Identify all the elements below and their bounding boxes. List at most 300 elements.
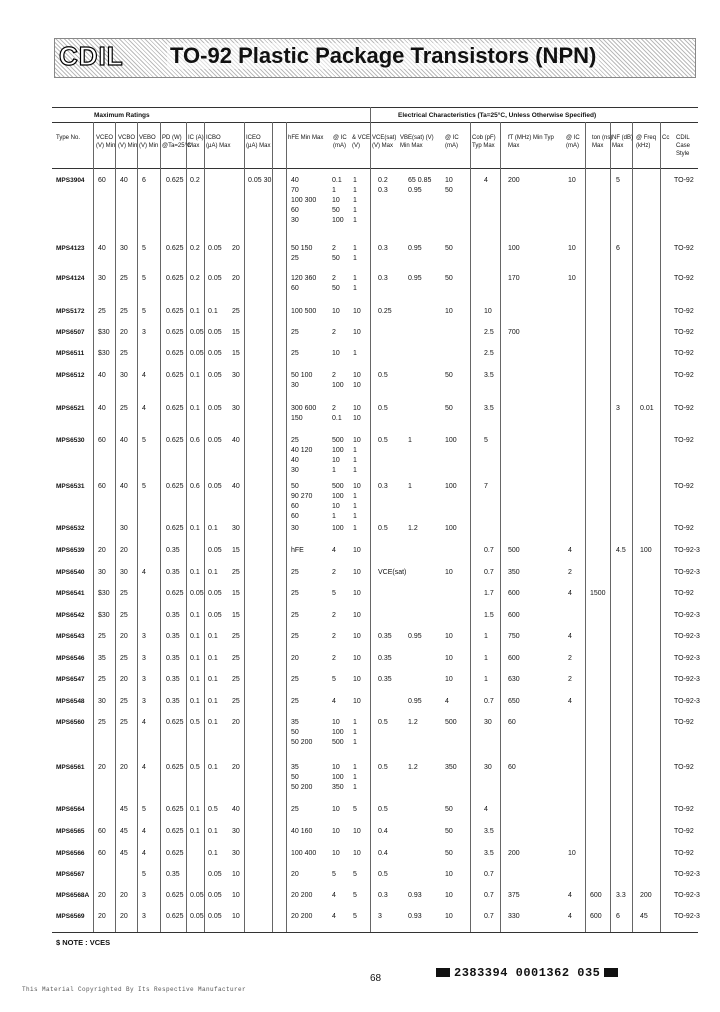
cell-vceo: $30 bbox=[98, 590, 110, 597]
cell-hvce: 1 bbox=[353, 285, 357, 292]
cell-pd: 0.625 bbox=[166, 806, 184, 813]
cell-hic: 500 bbox=[332, 739, 344, 746]
cell-case: TO-92 bbox=[674, 275, 694, 282]
cell-sic: 350 bbox=[445, 764, 457, 771]
row-type: MPS6565 bbox=[56, 828, 85, 835]
cell-hvce: 10 bbox=[353, 612, 361, 619]
cell-hfe: 25 bbox=[291, 698, 299, 705]
cell-hfe: 50 bbox=[291, 729, 299, 736]
cell-vcbo: 40 bbox=[120, 437, 128, 444]
cell-ic: 0.1 bbox=[190, 698, 200, 705]
header-sat_ic: @ IC (mA) bbox=[445, 135, 459, 149]
cell-hvce: 1 bbox=[353, 245, 357, 252]
cell-vcesat: 0.5 bbox=[378, 764, 388, 771]
cell-ic: 0.1 bbox=[190, 405, 200, 412]
cell-sic: 10 bbox=[445, 892, 453, 899]
cell-freq: 100 bbox=[640, 547, 652, 554]
cell-vebo: 3 bbox=[142, 329, 146, 336]
cell-vebo: 5 bbox=[142, 483, 146, 490]
cell-vcesat: 0.5 bbox=[378, 437, 388, 444]
title-banner bbox=[54, 38, 696, 78]
cell-hvce: 1 bbox=[353, 350, 357, 357]
cell-hvce: 10 bbox=[353, 437, 361, 444]
cell-icbo: 0.1 bbox=[208, 569, 218, 576]
cell-vebo: 3 bbox=[142, 913, 146, 920]
cell-vceo: 60 bbox=[98, 850, 106, 857]
cell-icbo: 0.1 bbox=[208, 850, 218, 857]
header-pd: PD (W) @Ta=25°C bbox=[162, 135, 192, 149]
cell-vcb: 25 bbox=[232, 308, 240, 315]
cell-case: TO-92 bbox=[674, 437, 694, 444]
cell-vceo: 40 bbox=[98, 372, 106, 379]
cell-vceo: 30 bbox=[98, 569, 106, 576]
cell-hic: 50 bbox=[332, 207, 340, 214]
cell-vcbo: 20 bbox=[120, 633, 128, 640]
cell-hic: 50 bbox=[332, 255, 340, 262]
cell-hfe: 30 bbox=[291, 525, 299, 532]
note: $ NOTE : VCES bbox=[56, 938, 111, 947]
row-type: MPS6569 bbox=[56, 913, 85, 920]
row-type: MPS6560 bbox=[56, 719, 85, 726]
cell-ft: 630 bbox=[508, 676, 520, 683]
cell-hvce: 10 bbox=[353, 405, 361, 412]
cell-hfe: 70 bbox=[291, 187, 299, 194]
cell-vebo: 3 bbox=[142, 633, 146, 640]
cell-ft: 60 bbox=[508, 764, 516, 771]
cell-cob: 0.7 bbox=[484, 698, 494, 705]
cell-hic: 10 bbox=[332, 850, 340, 857]
cell-ic: 0.6 bbox=[190, 437, 200, 444]
barcode-mark bbox=[436, 968, 450, 977]
cell-hfe: 25 bbox=[291, 590, 299, 597]
header-ft_ic: @ IC (mA) bbox=[566, 135, 580, 149]
cell-hfe: 60 bbox=[291, 285, 299, 292]
cell-ftic: 4 bbox=[568, 590, 572, 597]
cell-vbesat: 1.2 bbox=[408, 764, 418, 771]
cell-icbo: 0.1 bbox=[208, 308, 218, 315]
cell-icbo: 0.05 bbox=[208, 871, 222, 878]
cell-hic: 0.1 bbox=[332, 177, 342, 184]
cell-pd: 0.625 bbox=[166, 892, 184, 899]
cell-ftic: 10 bbox=[568, 245, 576, 252]
cell-vcb: 25 bbox=[232, 698, 240, 705]
cell-hvce: 10 bbox=[353, 329, 361, 336]
cell-pd: 0.35 bbox=[166, 698, 180, 705]
cell-hic: 1 bbox=[332, 513, 336, 520]
cell-ic: 0.2 bbox=[190, 275, 200, 282]
cell-hfe: 100 300 bbox=[291, 197, 317, 204]
cell-pd: 0.35 bbox=[166, 612, 180, 619]
cell-vceo: $30 bbox=[98, 329, 110, 336]
cell-vceo: 30 bbox=[98, 698, 106, 705]
cell-hfe: 20 200 bbox=[291, 892, 313, 899]
row-type: MPS6566 bbox=[56, 850, 85, 857]
cell-hvce: 10 bbox=[353, 590, 361, 597]
cell-hvce: 10 bbox=[353, 569, 361, 576]
cell-ft: 100 bbox=[508, 245, 520, 252]
cell-vcbo: 30 bbox=[120, 569, 128, 576]
subheader-rule bbox=[52, 122, 698, 123]
cell-vcbo: 45 bbox=[120, 850, 128, 857]
cell-hic: 350 bbox=[332, 784, 344, 791]
cell-hfe: 300 600 bbox=[291, 405, 317, 412]
column-divider bbox=[186, 122, 187, 932]
cell-hfe: 20 bbox=[291, 655, 299, 662]
cell-pd: 0.35 bbox=[166, 547, 180, 554]
cell-vebo: 5 bbox=[142, 437, 146, 444]
cell-vbesat: 65 0.85 bbox=[408, 177, 432, 184]
cell-hvce: 5 bbox=[353, 913, 357, 920]
cell-hfe: 60 bbox=[291, 503, 299, 510]
cell-ic: 0.5 bbox=[190, 764, 200, 771]
cell-vceo: $30 bbox=[98, 350, 110, 357]
header-case: CDIL Case Style bbox=[676, 135, 691, 157]
row-type: MPS6568A bbox=[56, 892, 90, 899]
cell-vbesat: 1 bbox=[408, 483, 412, 490]
section-divider bbox=[370, 107, 371, 122]
cell-vebo: 5 bbox=[142, 871, 146, 878]
cell-ft: 750 bbox=[508, 633, 520, 640]
cell-vceo: 60 bbox=[98, 828, 106, 835]
cell-hic: 2 bbox=[332, 372, 336, 379]
cell-hvce: 10 bbox=[353, 308, 361, 315]
cell-hvce: 10 bbox=[353, 415, 361, 422]
cell-cob: 3.5 bbox=[484, 850, 494, 857]
cell-hic: 4 bbox=[332, 698, 336, 705]
header-ft: fT (MHz) Min Typ Max bbox=[508, 135, 554, 149]
cell-vcbo: 30 bbox=[120, 372, 128, 379]
cell-hfe: 40 160 bbox=[291, 828, 313, 835]
cell-icbo: 0.5 bbox=[208, 806, 218, 813]
cell-cob: 0.7 bbox=[484, 547, 494, 554]
cell-ton: 600 bbox=[590, 892, 602, 899]
cell-hfe: 20 200 bbox=[291, 913, 313, 920]
cell-hic: 500 bbox=[332, 437, 344, 444]
cell-vbesat: 1.2 bbox=[408, 525, 418, 532]
cell-vcb: 25 bbox=[232, 676, 240, 683]
catalog-code bbox=[432, 966, 622, 980]
cell-hic: 10 bbox=[332, 764, 340, 771]
cell-nf: 6 bbox=[616, 913, 620, 920]
cell-icbo: 0.05 bbox=[208, 329, 222, 336]
cell-case: TO-92 bbox=[674, 350, 694, 357]
cell-vcb: 25 bbox=[232, 655, 240, 662]
cell-sic: 50 bbox=[445, 372, 453, 379]
cell-ft: 600 bbox=[508, 590, 520, 597]
cell-vcb: 30 bbox=[232, 405, 240, 412]
cell-vbesat: 0.95 bbox=[408, 275, 422, 282]
cell-cob: 1 bbox=[484, 655, 488, 662]
cell-ftic: 2 bbox=[568, 569, 572, 576]
cell-ft: 500 bbox=[508, 547, 520, 554]
cell-hic: 4 bbox=[332, 892, 336, 899]
copyright-footer: This Material Copyrighted By Its Respective Manufacturer bbox=[22, 986, 247, 993]
cell-vcbo: 20 bbox=[120, 676, 128, 683]
cell-hvce: 1 bbox=[353, 207, 357, 214]
cell-hic: 2 bbox=[332, 612, 336, 619]
cell-case: TO-92 bbox=[674, 405, 694, 412]
cell-vceo: 60 bbox=[98, 437, 106, 444]
cell-ic: 0.1 bbox=[190, 828, 200, 835]
row-type: MPS6567 bbox=[56, 871, 85, 878]
cell-vcbo: 30 bbox=[120, 245, 128, 252]
cell-hfe: 50 200 bbox=[291, 784, 313, 791]
cell-vcb: 15 bbox=[232, 612, 240, 619]
column-divider bbox=[244, 122, 245, 932]
cell-pd: 0.625 bbox=[166, 372, 184, 379]
cell-ton: 600 bbox=[590, 913, 602, 920]
cell-vebo: 3 bbox=[142, 655, 146, 662]
cell-vbesat: 1.2 bbox=[408, 719, 418, 726]
cell-hvce: 1 bbox=[353, 177, 357, 184]
cell-vebo: 4 bbox=[142, 405, 146, 412]
cell-ic: 0.05 bbox=[190, 350, 204, 357]
cell-sic: 4 bbox=[445, 698, 449, 705]
cell-vceo: 60 bbox=[98, 177, 106, 184]
cell-hic: 4 bbox=[332, 913, 336, 920]
table-bottom-rule bbox=[52, 932, 698, 933]
cell-ic: 0.1 bbox=[190, 806, 200, 813]
cell-vbesat: 0.95 bbox=[408, 633, 422, 640]
cell-vceo: $30 bbox=[98, 612, 110, 619]
cell-hic: 100 bbox=[332, 382, 344, 389]
column-divider bbox=[204, 122, 205, 932]
cell-hvce: 1 bbox=[353, 513, 357, 520]
cell-vcb: 30 bbox=[232, 850, 240, 857]
cell-hic: 100 bbox=[332, 774, 344, 781]
cell-hvce: 1 bbox=[353, 784, 357, 791]
cell-hvce: 1 bbox=[353, 217, 357, 224]
row-type: MPS6564 bbox=[56, 806, 85, 813]
cell-vcbo: 25 bbox=[120, 590, 128, 597]
cell-hic: 10 bbox=[332, 719, 340, 726]
cell-pd: 0.625 bbox=[166, 437, 184, 444]
cell-ic: 0.6 bbox=[190, 483, 200, 490]
table-top-rule bbox=[52, 107, 698, 108]
cell-vcb: 40 bbox=[232, 483, 240, 490]
cell-cob: 7 bbox=[484, 483, 488, 490]
cell-vceo: 20 bbox=[98, 892, 106, 899]
cell-pd: 0.35 bbox=[166, 676, 180, 683]
cell-vcesat: 0.35 bbox=[378, 676, 392, 683]
cell-hvce: 1 bbox=[353, 719, 357, 726]
cell-case: TO-92-3 bbox=[674, 698, 700, 705]
cell-hfe: 25 bbox=[291, 350, 299, 357]
cell-hfe: 120 360 bbox=[291, 275, 317, 282]
header-type: Type No. bbox=[56, 135, 81, 141]
cell-sic: 50 bbox=[445, 245, 453, 252]
column-divider bbox=[610, 122, 611, 932]
cell-hvce: 1 bbox=[353, 774, 357, 781]
cell-ftic: 4 bbox=[568, 892, 572, 899]
cell-vebo: 5 bbox=[142, 806, 146, 813]
cell-vbesat: 1 bbox=[408, 437, 412, 444]
cell-case: TO-92 bbox=[674, 308, 694, 315]
cell-ic: 0.05 bbox=[190, 913, 204, 920]
cell-sic: 50 bbox=[445, 187, 453, 194]
cell-hfe: 40 bbox=[291, 457, 299, 464]
max-ratings-label: Maximum Ratings bbox=[94, 112, 150, 119]
cell-hic: 2 bbox=[332, 245, 336, 252]
cell-vcesat: 0.5 bbox=[378, 525, 388, 532]
cell-hvce: 10 bbox=[353, 698, 361, 705]
cell-hfe: 20 bbox=[291, 871, 299, 878]
cell-hfe: 25 bbox=[291, 633, 299, 640]
cell-vcesat: 0.3 bbox=[378, 275, 388, 282]
cell-vcbo: 25 bbox=[120, 275, 128, 282]
cell-pd: 0.625 bbox=[166, 850, 184, 857]
cell-sic: 50 bbox=[445, 828, 453, 835]
cell-hvce: 1 bbox=[353, 503, 357, 510]
cell-hic: 500 bbox=[332, 483, 344, 490]
row-type: MPS6543 bbox=[56, 633, 85, 640]
cell-ic: 0.1 bbox=[190, 633, 200, 640]
column-divider bbox=[660, 122, 661, 932]
cell-vcesat: 0.25 bbox=[378, 308, 392, 315]
cell-vebo: 3 bbox=[142, 698, 146, 705]
cell-hic: 4 bbox=[332, 547, 336, 554]
cell-vcesat: 0.5 bbox=[378, 719, 388, 726]
cell-hic: 1 bbox=[332, 187, 336, 194]
cell-hvce: 5 bbox=[353, 806, 357, 813]
cell-vcb: 20 bbox=[232, 275, 240, 282]
cell-vceo: 20 bbox=[98, 913, 106, 920]
header-ton: ton (ns) Max bbox=[592, 135, 613, 149]
cell-freq: 0.01 bbox=[640, 405, 654, 412]
cell-vceo: 25 bbox=[98, 308, 106, 315]
cell-hfe: 25 bbox=[291, 806, 299, 813]
cell-hvce: 10 bbox=[353, 828, 361, 835]
cell-ftic: 4 bbox=[568, 547, 572, 554]
cell-pd: 0.625 bbox=[166, 245, 184, 252]
cell-vebo: 4 bbox=[142, 828, 146, 835]
cell-vcesat: 0.4 bbox=[378, 828, 388, 835]
row-type: MPS5172 bbox=[56, 308, 85, 315]
cell-pd: 0.35 bbox=[166, 633, 180, 640]
row-type: MPS6540 bbox=[56, 569, 85, 576]
cell-vcesat: 0.5 bbox=[378, 871, 388, 878]
cell-sic: 10 bbox=[445, 308, 453, 315]
cell-vcbo: 20 bbox=[120, 547, 128, 554]
cell-hvce: 10 bbox=[353, 547, 361, 554]
cell-vcbo: 20 bbox=[120, 892, 128, 899]
cell-sic: 500 bbox=[445, 719, 457, 726]
cell-case: TO-92 bbox=[674, 719, 694, 726]
cell-vcb: 20 bbox=[232, 245, 240, 252]
cell-sic: 10 bbox=[445, 913, 453, 920]
cell-vcb: 15 bbox=[232, 350, 240, 357]
cell-hfe: 50 bbox=[291, 774, 299, 781]
cell-vceo: 40 bbox=[98, 245, 106, 252]
cell-hic: 2 bbox=[332, 275, 336, 282]
cell-hvce: 1 bbox=[353, 457, 357, 464]
cell-cob: 4 bbox=[484, 177, 488, 184]
column-divider bbox=[160, 122, 161, 932]
cell-hvce: 1 bbox=[353, 197, 357, 204]
column-divider bbox=[137, 122, 138, 932]
cell-hvce: 1 bbox=[353, 187, 357, 194]
cell-ftic: 10 bbox=[568, 177, 576, 184]
cell-vcb: 15 bbox=[232, 547, 240, 554]
cell-icbo: 0.05 bbox=[208, 275, 222, 282]
cell-ft: 200 bbox=[508, 177, 520, 184]
cell-hvce: 5 bbox=[353, 892, 357, 899]
header-vcbo: VCBO (V) Min bbox=[118, 135, 138, 149]
header-vebo: VEBO (V) Min bbox=[139, 135, 159, 149]
cell-hic: 100 bbox=[332, 525, 344, 532]
cell-pd: 0.625 bbox=[166, 764, 184, 771]
cell-icbo: 0.05 bbox=[208, 483, 222, 490]
cell-hfe: 50 100 bbox=[291, 372, 313, 379]
cell-vcb: 40 bbox=[232, 437, 240, 444]
cell-icbo: 0.05 bbox=[208, 590, 222, 597]
cell-vcb: 25 bbox=[232, 633, 240, 640]
row-type: MPS6541 bbox=[56, 590, 85, 597]
cell-ic: 0.05 bbox=[190, 329, 204, 336]
cell-vcesat: VCE(sat) bbox=[378, 569, 407, 576]
header-freq: @ Freq (kHz) bbox=[636, 135, 657, 149]
row-type: MPS6546 bbox=[56, 655, 85, 662]
cell-vcesat: 0.4 bbox=[378, 850, 388, 857]
cell-case: TO-92 bbox=[674, 806, 694, 813]
cell-vbesat: 0.93 bbox=[408, 913, 422, 920]
cell-case: TO-92-3 bbox=[674, 547, 700, 554]
cell-vcbo: 25 bbox=[120, 698, 128, 705]
cell-hvce: 5 bbox=[353, 871, 357, 878]
cell-ic: 0.2 bbox=[190, 177, 200, 184]
electrical-characteristics-label: Electrical Characteristics (Ta=25°C, Unless Otherwise Specified) bbox=[398, 112, 597, 119]
cell-sic: 50 bbox=[445, 275, 453, 282]
cell-hic: 5 bbox=[332, 676, 336, 683]
cell-case: TO-92 bbox=[674, 483, 694, 490]
cell-icbo: 0.1 bbox=[208, 676, 218, 683]
cell-nf: 6 bbox=[616, 245, 620, 252]
cell-cob: 0.7 bbox=[484, 892, 494, 899]
cell-pd: 0.625 bbox=[166, 308, 184, 315]
cell-sic: 10 bbox=[445, 177, 453, 184]
row-type: MPS6511 bbox=[56, 350, 85, 357]
header-vbesat: VBE(sat) (V) Min Max bbox=[400, 135, 434, 149]
cell-cob: 2.5 bbox=[484, 350, 494, 357]
cell-vcbo: 20 bbox=[120, 913, 128, 920]
cell-pd: 0.625 bbox=[166, 828, 184, 835]
cell-icbo: 0.05 bbox=[208, 892, 222, 899]
column-divider bbox=[632, 122, 633, 932]
cell-cob: 1.5 bbox=[484, 612, 494, 619]
code-part-2: 0001362 bbox=[515, 966, 570, 980]
cell-hic: 10 bbox=[332, 457, 340, 464]
cell-cob: 1 bbox=[484, 676, 488, 683]
row-type: MPS6532 bbox=[56, 525, 85, 532]
header-cob: Cob (pF) Typ Max bbox=[472, 135, 496, 149]
cell-icbo: 0.05 bbox=[208, 245, 222, 252]
row-type: MPS6521 bbox=[56, 405, 85, 412]
cell-ic: 0.1 bbox=[190, 676, 200, 683]
column-divider bbox=[286, 122, 287, 932]
cell-hfe: 25 bbox=[291, 569, 299, 576]
cell-case: TO-92 bbox=[674, 764, 694, 771]
cell-vcesat: 0.3 bbox=[378, 187, 388, 194]
cell-vebo: 5 bbox=[142, 308, 146, 315]
header-bottom-rule bbox=[52, 168, 698, 169]
cell-ft: 330 bbox=[508, 913, 520, 920]
cell-sic: 100 bbox=[445, 483, 457, 490]
cell-icbo: 0.05 bbox=[208, 372, 222, 379]
cell-hfe: 60 bbox=[291, 207, 299, 214]
cell-pd: 0.625 bbox=[166, 177, 184, 184]
header-ic: IC (A) Max bbox=[188, 135, 204, 149]
cell-hfe: 150 bbox=[291, 415, 303, 422]
